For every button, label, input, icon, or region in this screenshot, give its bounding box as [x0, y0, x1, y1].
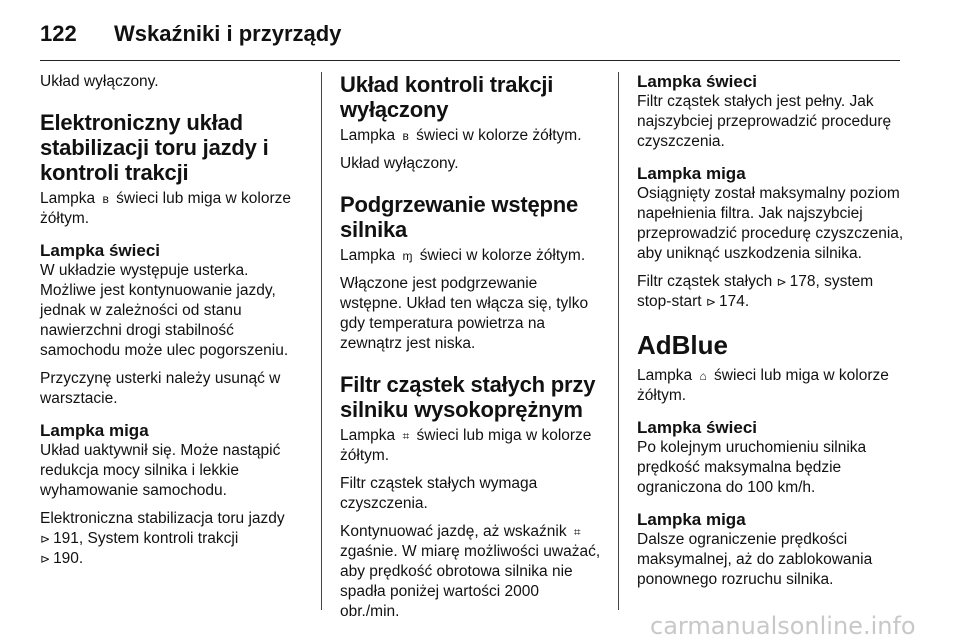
- particle-filter-icon: ⌗: [573, 525, 581, 539]
- lamp-description: świeci lub miga w kolorze żółtym.: [637, 367, 889, 404]
- traction-control-heading: Układ kontroli trakcji wyłączony: [340, 72, 554, 122]
- reference-text: Filtr cząstek stałych: [637, 273, 773, 290]
- reference-arrow-icon: ⊳: [40, 532, 51, 546]
- lamp-description: świeci w kolorze żółtym.: [419, 247, 586, 264]
- preheat-lamp-text: [340, 246, 602, 266]
- reference-arrow-icon: ⊳: [705, 295, 716, 309]
- page-reference-link[interactable]: 190.: [53, 550, 84, 567]
- lamp-lit-heading: Lampka świeci: [637, 72, 758, 91]
- lamp-flash-heading: Lampka miga: [637, 164, 746, 183]
- adblue-icon: ⌂: [699, 369, 707, 383]
- lamp-label: Lampka: [340, 427, 396, 444]
- preheat-heading: Podgrzewanie wstępne silnika: [340, 192, 579, 242]
- esp-heading: Elektroniczny układ stabilizacji toru jazdy i kontroli trakcji: [40, 110, 269, 185]
- adblue-flash-heading: Lampka miga: [637, 510, 746, 529]
- header-divider: [40, 60, 900, 61]
- adblue-heading: AdBlue: [637, 330, 728, 360]
- glow-plug-icon: ɱ: [402, 249, 413, 263]
- dpf-instruction: [340, 522, 602, 622]
- cross-reference: [637, 272, 905, 312]
- page-reference-link[interactable]: 191, System kontroli trakcji: [53, 530, 239, 547]
- tc-status-text: Układ wyłączony.: [340, 155, 459, 172]
- lamp-lit-text: W układzie występuje usterka. Możliwe jest kontynuowanie jazdy, jednak w zależności od stanu nawierzchni drogi stabilność samochodu może ulec pogorszeniu.: [40, 262, 289, 359]
- lamp-lit-note: Przyczynę usterki należy usunąć w warsztacie.: [40, 370, 281, 407]
- lamp-label: Lampka: [637, 367, 693, 384]
- page-number: 122: [40, 21, 77, 46]
- particle-filter-icon: ⌗: [402, 429, 410, 443]
- tc-lamp-text: [340, 126, 602, 146]
- page-header: [40, 14, 341, 54]
- lamp-description: świeci lub miga w kolorze żółtym.: [340, 427, 592, 464]
- instruction-text: zgaśnie. W miarę możliwości uważać, aby prędkość obrotowa silnika nie spadła poniżej wartości 2000 obr./min.: [340, 543, 601, 620]
- lamp-lit-text: Filtr cząstek stałych jest pełny. Jak najszybciej przeprowadzić procedurę czyszczenia.: [637, 93, 892, 150]
- dpf-description: Filtr cząstek stałych wymaga czyszczenia.: [340, 475, 538, 512]
- adblue-flash-text: Dalsze ograniczenie prędkości maksymalnej, aż do zablokowania ponownego rozruchu silnika.: [637, 531, 873, 588]
- page-reference-link[interactable]: 174.: [718, 293, 750, 310]
- column-divider: [618, 72, 619, 610]
- lamp-label: Lampka: [340, 247, 396, 264]
- esp-warning-icon: ʙ: [102, 192, 109, 206]
- column-1: [40, 72, 302, 577]
- traction-off-icon: ʙ: [402, 129, 409, 143]
- lamp-label: Lampka: [340, 127, 396, 144]
- adblue-lamp-text: [637, 366, 905, 406]
- lamp-lit-heading: Lampka świeci: [40, 241, 161, 260]
- cross-reference: [40, 509, 302, 569]
- lamp-description: świeci w kolorze żółtym.: [416, 127, 582, 144]
- page-reference-link[interactable]: 178, system stop-start: [637, 273, 874, 310]
- reference-arrow-icon: ⊳: [776, 275, 787, 289]
- adblue-lit-heading: Lampka świeci: [637, 418, 758, 437]
- column-2: [340, 72, 602, 630]
- lamp-flash-text: Osiągnięty został maksymalny poziom napełnienia filtra. Jak najszybciej przeprowadzić procedurę czyszczenia, aby uniknąć uszkodzenia silnika.: [637, 185, 904, 262]
- esp-lamp-text: [40, 189, 302, 229]
- lamp-description: świeci lub miga w kolorze żółtym.: [40, 190, 292, 227]
- dpf-heading: Filtr cząstek stałych przy silniku wysokoprężnym: [340, 372, 596, 422]
- reference-arrow-icon: ⊳: [40, 552, 51, 566]
- dpf-lamp-text: [340, 426, 602, 466]
- intro-text: Układ wyłączony.: [40, 73, 159, 90]
- column-3: [637, 72, 905, 598]
- lamp-flash-heading: Lampka miga: [40, 421, 149, 440]
- instruction-text: Kontynuować jazdę, aż wskaźnik: [340, 523, 567, 540]
- lamp-label: Lampka: [40, 190, 96, 207]
- column-divider: [321, 72, 322, 610]
- adblue-lit-text: Po kolejnym uruchomieniu silnika prędkość maksymalna będzie ograniczona do 100 km/h.: [637, 439, 867, 496]
- reference-text: Elektroniczna stabilizacja toru jazdy: [40, 510, 285, 527]
- watermark: carmanualsonline.info: [650, 612, 916, 640]
- lamp-flash-text: Układ uaktywnił się. Może nastąpić redukcja mocy silnika i lekkie wyhamowanie samochodu.: [40, 442, 281, 499]
- page-title: Wskaźniki i przyrządy: [114, 21, 342, 46]
- preheat-description: Włączone jest podgrzewanie wstępne. Układ ten włącza się, tylko gdy temperatura powietrza na zewnątrz jest niska.: [340, 275, 589, 352]
